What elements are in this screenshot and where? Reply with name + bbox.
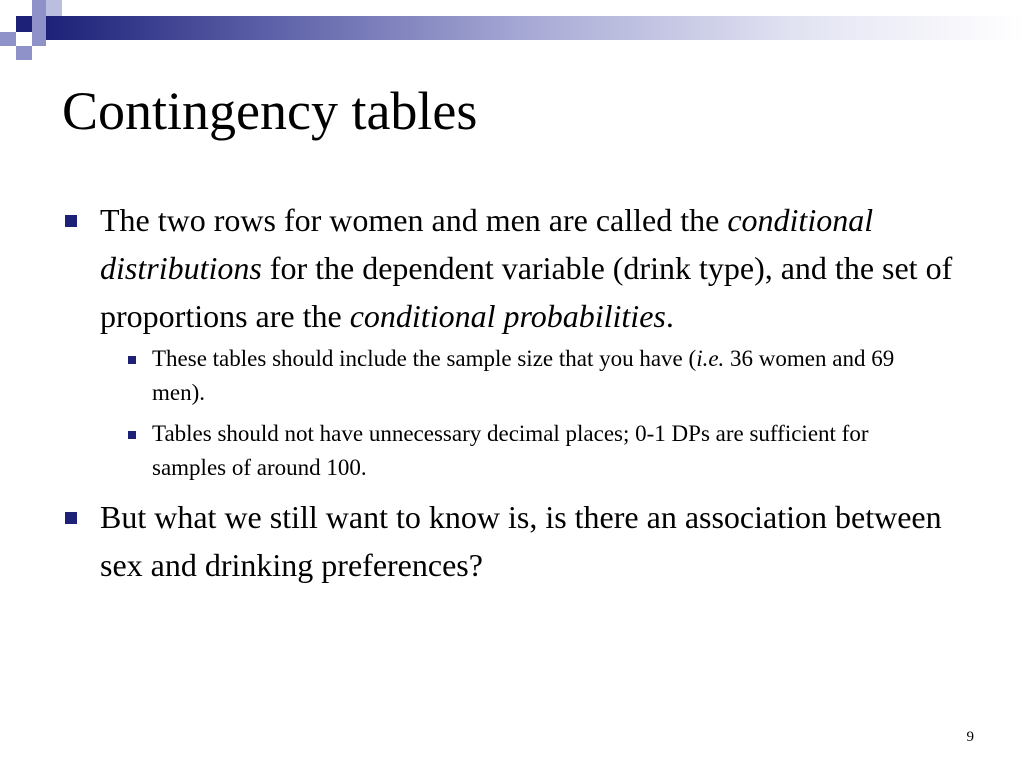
sub-bullet-item <box>62 417 922 485</box>
slide-title: Contingency tables <box>62 81 478 141</box>
deco-square <box>16 46 32 60</box>
text-segment: 36 women and 69 men). <box>152 346 895 405</box>
text-segment: for the dependent variable (drink type), and the set of proportions are the <box>100 250 953 334</box>
deco-square <box>0 32 16 46</box>
text-segment: . <box>665 298 674 334</box>
deco-square <box>46 0 62 16</box>
sub-bullet-item <box>62 342 922 410</box>
sub-bullet-list <box>62 342 962 485</box>
bullet-list <box>62 196 962 589</box>
deco-square <box>32 16 46 32</box>
deco-square <box>32 0 46 16</box>
bullet-item <box>62 493 962 589</box>
deco-square <box>16 16 32 32</box>
header-gradient-bar <box>46 16 1024 40</box>
deco-square <box>32 32 46 46</box>
bullet-square-icon <box>65 512 77 524</box>
bullet-square-icon <box>65 215 77 227</box>
italic-text: conditional distributions <box>100 202 874 286</box>
text-segment: The two rows for women and men are called the <box>100 202 728 238</box>
text-segment: But what we still want to know is, is there an association between sex and drinking preferences? <box>100 499 942 583</box>
italic-text: i.e. <box>696 346 725 371</box>
sub-bullet-square-icon <box>128 431 136 439</box>
page-number: 9 <box>966 729 974 745</box>
italic-text: conditional probabilities <box>349 298 666 334</box>
text-segment: These tables should include the sample size that you have ( <box>152 346 697 371</box>
bullet-item <box>62 196 962 340</box>
text-segment: Tables should not have unnecessary decimal places; 0-1 DPs are sufficient for samples of around 100. <box>152 421 869 480</box>
sub-bullet-square-icon <box>128 356 136 364</box>
